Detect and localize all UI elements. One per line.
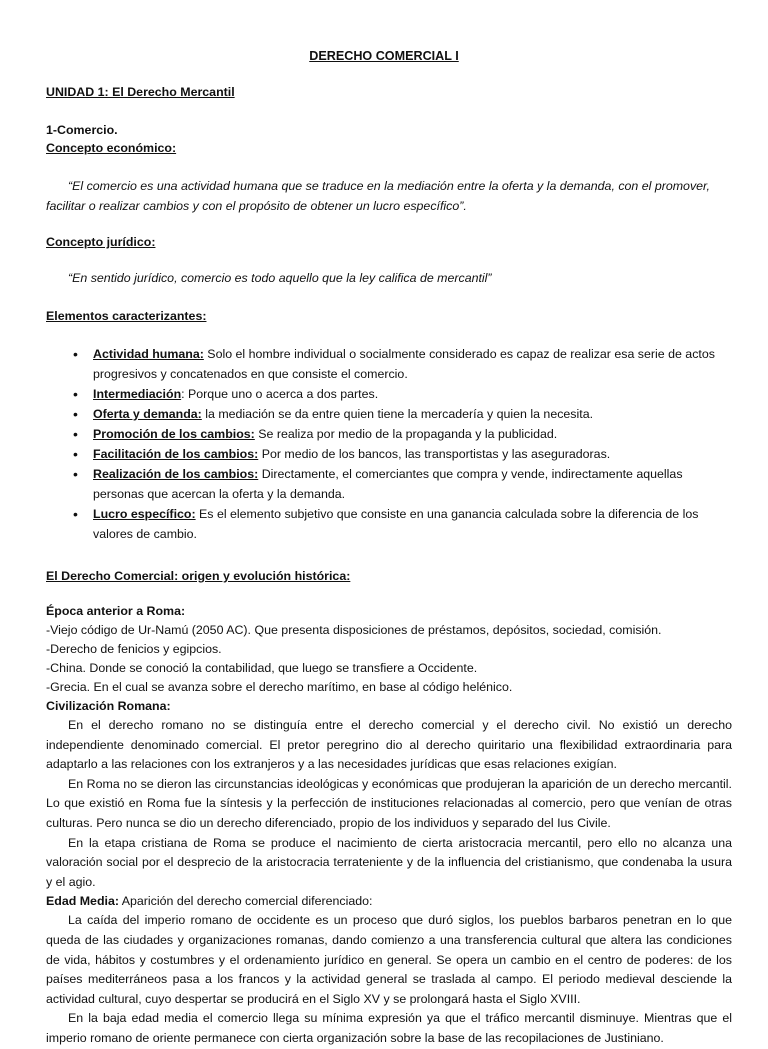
epoca-anterior-heading: Época anterior a Roma: (46, 604, 186, 618)
concepto-economico-quote: “El comercio es una actividad humana que se traduce en la mediación entre la oferta y la demanda, con el promover, facilitar o realizar cambios y con el propósito de obtener un lucro específico”. (46, 179, 710, 213)
epoca-line: -Viejo código de Ur-Namú (2050 AC). Que presenta disposiciones de préstamos, depósitos, sociedad, comisión. (46, 623, 662, 637)
edad-media-paragraph: La caída del imperio romano de occidente es un proceso que duró siglos, los pueblos barbaros penetran en lo que queda de las ciudades y organizaciones romanas, dando comienzo a una transferencia cultural que altera las condiciones de vida, hábitos y costumbres y el ordenamiento jurídico en general. Se opera un cambio en el centro de poderes: de los países mediterráneos pasa a los francos y la actividad general se traslada al campo. El periodo medieval desciende la actividad cultural, cuyo despertar se producirá en el Siglo XV y se prolongará hasta el Siglo XVIII. (46, 913, 732, 1006)
list-item-text: Se realiza por medio de la propaganda y la publicidad. (254, 427, 558, 441)
list-item-term: Realización de los cambios: (93, 467, 259, 481)
list-item (93, 504, 732, 544)
list-item (93, 464, 732, 504)
list-item-term: Oferta y demanda: (93, 407, 202, 421)
list-item (93, 344, 732, 384)
roma-paragraph: En la etapa cristiana de Roma se produce el nacimiento de cierta aristocracia mercantil, pero ello no alcanza una valoración social por el desprecio de la aristocracia terrateniente y de la influencia del cristianismo, que condenaba la usura y el agio. (46, 835, 732, 889)
origen-heading: El Derecho Comercial: origen y evolución histórica: (46, 569, 351, 583)
list-item (93, 384, 732, 404)
list-item (93, 404, 732, 424)
epoca-line: -Grecia. En el cual se avanza sobre el derecho marítimo, en base al código helénico. (46, 680, 513, 694)
edad-media-paragraph: En la baja edad media el comercio llega su mínima expresión ya que el tráfico mercantil disminuye. Mientras que el imperio romano de oriente permanece con cierta organización sobre la base de las recopilaciones de Justiniano. (46, 1011, 732, 1045)
list-item-text: : Porque uno o acerca a dos partes. (181, 387, 379, 401)
unit-heading: UNIDAD 1: El Derecho Mercantil (46, 85, 235, 99)
list-item-term: Facilitación de los cambios: (93, 447, 259, 461)
list-item-text: Solo el hombre individual o socialmente considerado es capaz de realizar esa serie de actos progresivos y concatenados en que consiste el comercio. (93, 347, 715, 381)
concepto-juridico-heading: Concepto jurídico: (46, 235, 156, 249)
elementos-list (46, 344, 732, 544)
civilizacion-romana-heading: Civilización Romana: (46, 699, 171, 713)
edad-media-text: Aparición del derecho comercial diferenciado: (118, 894, 373, 909)
elementos-heading: Elementos caracterizantes: (46, 309, 207, 323)
list-item-text: Es el elemento subjetivo que consiste en una ganancia calculada sobre la diferencia de los valores de cambio. (93, 507, 699, 541)
roma-paragraph: En el derecho romano no se distinguía entre el derecho comercial y el derecho civil. No existió un derecho independiente denominado comercial. El pretor peregrino dio al derecho quiritario una flexibilidad extraordinaria para adaptarlo a las relaciones con los extranjeros y a las necesidades jurídicas que esas relaciones exigían. (46, 718, 732, 772)
roma-paragraph: En Roma no se dieron las circunstancias ideológicas y económicas que produjeran la aparición de un derecho mercantil. Lo que existió en Roma fue la síntesis y la perfección de instituciones relacionadas al comercio, pero que venían de otras culturas. Pero nunca se dio un derecho diferenciado, propio de los individuos y separado del Ius Civile. (46, 776, 732, 830)
document-title: DERECHO COMERCIAL I (309, 49, 459, 63)
list-item-term: Promoción de los cambios: (93, 427, 255, 441)
list-item-text: Directamente, el comerciantes que compra y vende, indirectamente aquellas personas que acercan la oferta y la demanda. (93, 467, 683, 501)
concepto-juridico-quote: “En sentido jurídico, comercio es todo aquello que la ley califica de mercantil” (68, 271, 492, 285)
epoca-line: -Derecho de fenicios y egipcios. (46, 642, 222, 656)
list-item (93, 424, 732, 444)
elementos-list-container (46, 344, 732, 544)
edad-media-line (46, 892, 732, 911)
list-item-text: Por medio de los bancos, las transportistas y las aseguradoras. (258, 447, 611, 461)
concepto-economico-heading: Concepto económico: (46, 141, 177, 155)
list-item (93, 444, 732, 464)
edad-media-label: Edad Media: (46, 894, 119, 909)
list-item-text: la mediación se da entre quien tiene la mercadería y quien la necesita. (201, 407, 594, 421)
historia-section (46, 602, 732, 1049)
list-item-term: Intermediación (93, 387, 182, 401)
list-item-term: Actividad humana: (93, 347, 204, 361)
section-comercio-heading: 1-Comercio. (46, 123, 118, 137)
list-item-term: Lucro específico: (93, 507, 196, 521)
epoca-line: -China. Donde se conoció la contabilidad, que luego se transfiere a Occidente. (46, 661, 478, 675)
